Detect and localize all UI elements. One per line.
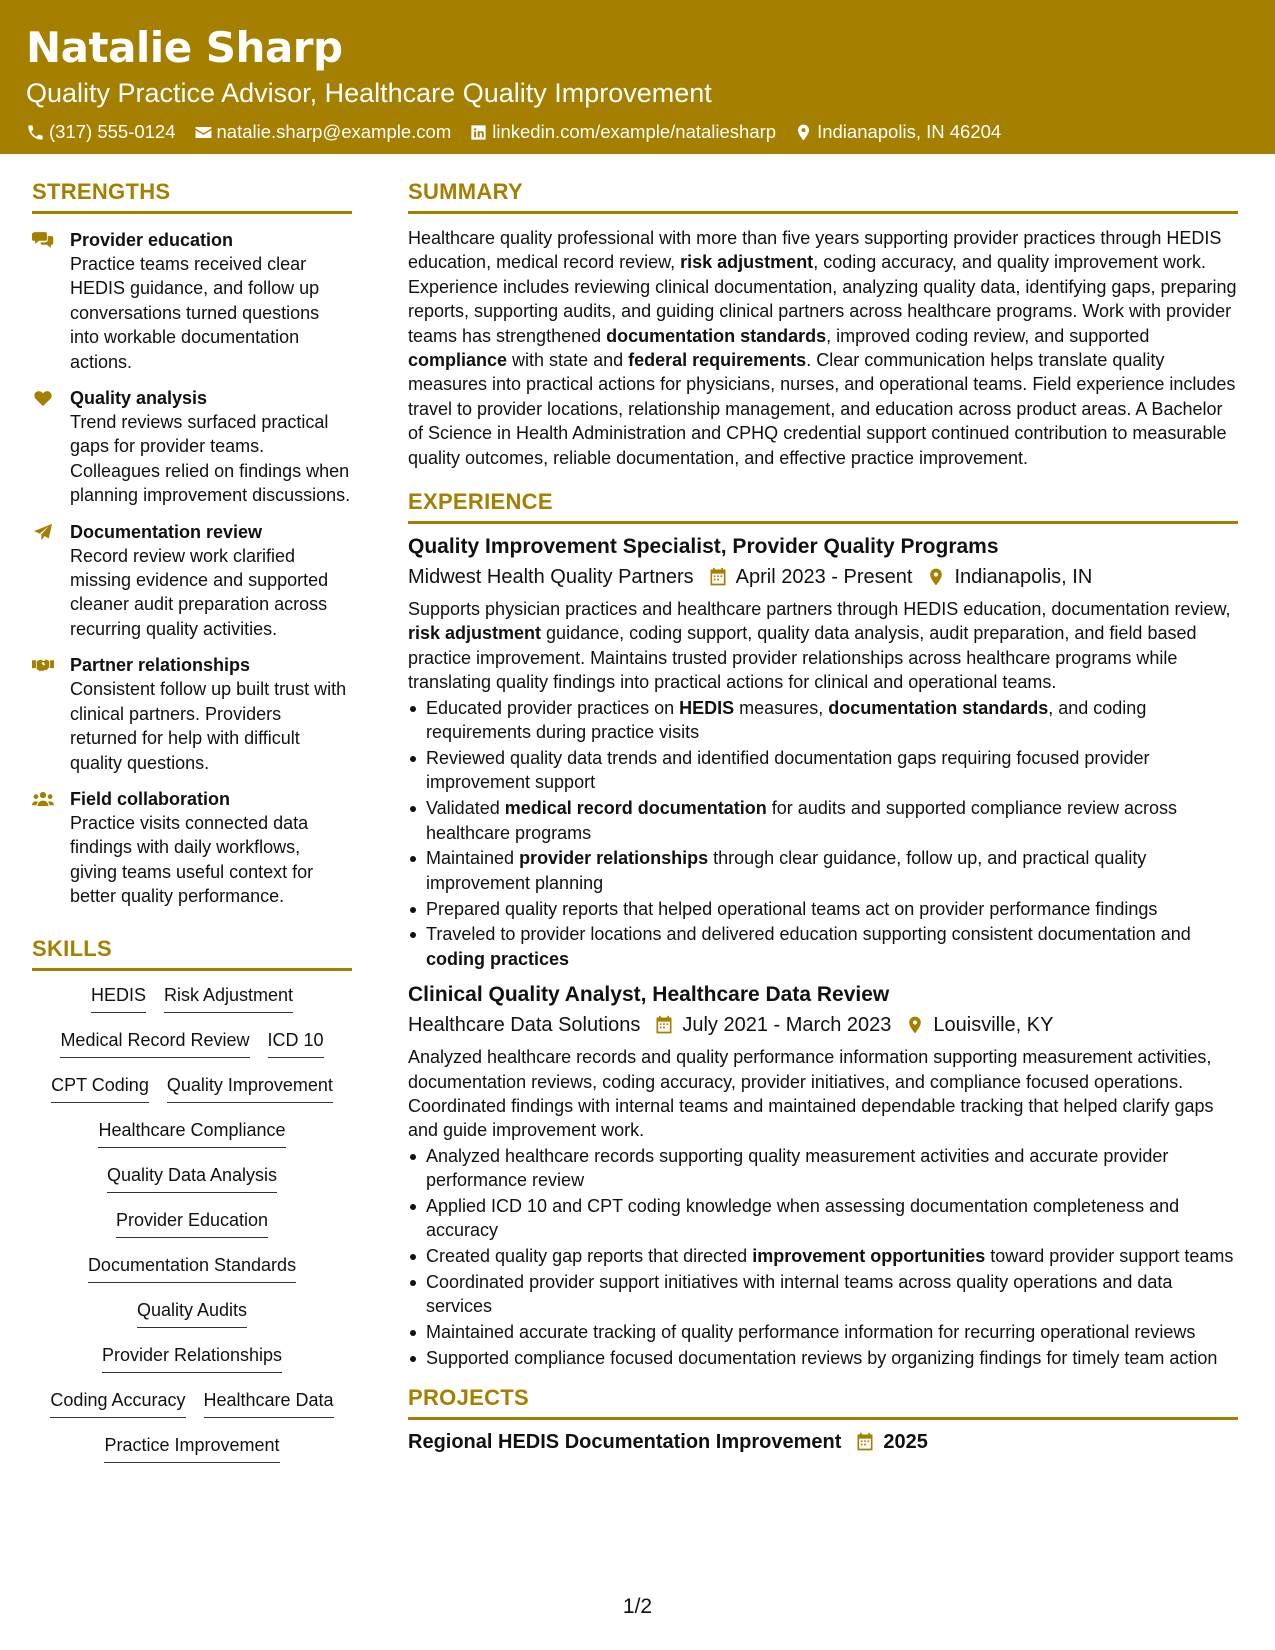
candidate-name: Natalie Sharp: [26, 23, 343, 72]
job-entry: [408, 533, 1238, 971]
handshake-icon: [32, 656, 54, 674]
bullet-item: [408, 922, 1238, 971]
strength-title: Provider education: [70, 230, 234, 250]
bold-keyword: documentation standards: [606, 325, 827, 346]
text-run: Created quality gap reports that directed: [426, 1246, 753, 1267]
skill-tag: Provider Education: [116, 1208, 268, 1238]
skill-tag: HEDIS: [91, 983, 146, 1013]
bullet-item: [408, 1194, 1238, 1243]
contact-linkedin[interactable]: [469, 120, 776, 144]
skill-row: [93, 1343, 291, 1388]
skill-row: [79, 1253, 305, 1298]
bold-keyword: documentation standards: [828, 697, 1049, 718]
project-entry: [408, 1428, 1238, 1456]
skills-heading: SKILLS: [32, 935, 352, 971]
strength-desc: Practice visits connected data findings with daily workflows, giving teams useful context for better quality performance.: [70, 812, 314, 907]
skill-tag: Quality Improvement: [167, 1073, 333, 1103]
job-title: Clinical Quality Analyst, Healthcare Data Review: [408, 983, 890, 1007]
project-title: Regional HEDIS Documentation Improvement: [408, 1431, 842, 1454]
bullet-item: [408, 1346, 1238, 1370]
text-run: . Clear communication helps translate quality measures into practical actions for physicians, nurses, and operational teams. Field experience includes travel to provider locations, relationship management, and education across product areas. A Bachelor of Science in Health Administration and CPHQ credential support continued contribution to measurable quality outcomes, reliable documentation, and effective practice improvement.: [408, 350, 1236, 468]
skill-row: [82, 983, 302, 1028]
text-run: Reviewed quality data trends and identified documentation gaps requiring focused provider improvement support: [426, 747, 1150, 793]
bullet-item: [408, 1144, 1238, 1193]
skill-tag: Documentation Standards: [88, 1253, 296, 1283]
job-dates: April 2023 - Present: [735, 566, 913, 589]
bullet-item: [408, 897, 1238, 921]
bullet-item: [408, 846, 1238, 895]
job-title: Quality Improvement Specialist, Provider Quality Programs: [408, 535, 999, 559]
skill-tag: Quality Data Analysis: [107, 1163, 277, 1193]
resume-header: [0, 0, 1275, 154]
calendar-icon: [708, 567, 728, 587]
strengths-list: [32, 228, 352, 909]
bold-keyword: improvement opportunities: [752, 1246, 986, 1267]
bold-keyword: compliance: [408, 350, 508, 371]
strength-desc: Trend reviews surfaced practical gaps for provider teams. Colleagues relied on findings when planning improvement discussions.: [70, 412, 351, 506]
main-column: [408, 178, 1238, 1456]
calendar-icon: [855, 1432, 875, 1452]
bold-keyword: coding practices: [426, 948, 570, 969]
bullet-item: [408, 746, 1238, 795]
calendar-icon: [654, 1015, 674, 1035]
project-year: 2025: [883, 1431, 928, 1454]
map-pin-icon: [905, 1015, 925, 1035]
heart-icon: [32, 389, 54, 407]
job-bullets: [408, 696, 1238, 971]
job-location: Indianapolis, IN: [954, 566, 1093, 589]
text-run: Healthcare quality professional with more than five years supporting provider practices through HEDIS education, medical record review,: [408, 228, 1222, 273]
strength-title: Documentation review: [70, 521, 263, 542]
contact-email[interactable]: [194, 120, 452, 144]
phone-text: (317) 555-0124: [49, 121, 176, 142]
strength-item: [32, 653, 352, 775]
text-run: toward provider support teams: [985, 1246, 1234, 1267]
skill-row: [51, 1028, 332, 1073]
bullet-item: [408, 1320, 1238, 1344]
text-run: Analyzed healthcare records supporting quality measurement activities and accurate provider performance review: [426, 1145, 1169, 1191]
skill-tag: Healthcare Compliance: [98, 1118, 285, 1148]
skill-tag: Coding Accuracy: [50, 1388, 185, 1418]
skills-list: [32, 983, 352, 1478]
job-entry: [408, 981, 1238, 1370]
bold-keyword: HEDIS: [679, 697, 735, 718]
job-meta: [408, 563, 1238, 591]
skill-tag: Quality Audits: [137, 1298, 247, 1328]
strength-item: [32, 228, 352, 374]
bullet-item: [408, 1270, 1238, 1319]
text-run: through clear guidance, follow up, and practical quality improvement planning: [426, 848, 1147, 893]
strength-desc: Record review work clarified missing evidence and supported cleaner audit preparation across recurring quality activities.: [70, 545, 329, 639]
skill-tag: Provider Relationships: [102, 1343, 282, 1373]
strength-item: [32, 386, 352, 508]
strength-title: Partner relationships: [70, 655, 251, 676]
page-number: 1/2: [622, 1595, 653, 1618]
bullet-item: [408, 1244, 1238, 1268]
skill-tag: Practice Improvement: [104, 1433, 279, 1463]
text-run: Analyzed healthcare records and quality performance information supporting measurement activities, documentation reviews, coding accuracy, provider initiatives, and compliance focused operations. Coordinated findings with internal teams and maintained dependable tracking that helped clarify gaps and guide improvement work.: [408, 1047, 1214, 1141]
summary-heading: SUMMARY: [408, 178, 1238, 214]
bullet-item: [408, 796, 1238, 845]
experience-heading: EXPERIENCE: [408, 488, 1238, 524]
job-bullets: [408, 1144, 1238, 1371]
linkedin-text: linkedin.com/example/nataliesharp: [492, 121, 777, 142]
skill-row: [89, 1118, 294, 1163]
summary-text: [408, 226, 1238, 470]
strength-desc: Practice teams received clear HEDIS guidance, and follow up conversations turned questions into workable documentation actions.: [70, 254, 320, 372]
strength-desc: Consistent follow up built trust with clinical partners. Providers returned for help with difficult quality questions.: [70, 679, 347, 773]
bullet-item: [408, 696, 1238, 745]
strength-title: Quality analysis: [70, 388, 208, 409]
skill-row: [107, 1208, 277, 1253]
contact-bar: [26, 120, 1275, 144]
bold-keyword: risk adjustment: [408, 623, 542, 644]
skill-row: [41, 1388, 342, 1433]
strength-title: Field collaboration: [70, 788, 231, 809]
map-pin-icon: [794, 123, 813, 142]
envelope-icon: [194, 123, 213, 142]
text-run: for audits and supported compliance review across healthcare programs: [426, 798, 1178, 843]
text-run: Applied ICD 10 and CPT coding knowledge when assessing documentation completeness and accuracy: [426, 1195, 1180, 1241]
skill-tag: Healthcare Data: [204, 1388, 334, 1418]
sidebar: [32, 178, 352, 1478]
text-run: Supported compliance focused documentation reviews by organizing findings for timely team action: [426, 1347, 1218, 1368]
contact-phone[interactable]: [26, 120, 176, 144]
users-icon: [32, 790, 54, 808]
map-pin-icon: [926, 567, 946, 587]
job-company: Midwest Health Quality Partners: [408, 566, 694, 589]
job-description: [408, 1045, 1238, 1143]
text-run: measures,: [734, 697, 829, 718]
job-description: [408, 597, 1238, 695]
contact-location: [794, 120, 1001, 144]
paper-plane-icon: [32, 523, 54, 541]
job-dates: July 2021 - March 2023: [682, 1014, 892, 1037]
linkedin-icon: [469, 123, 488, 142]
text-run: Coordinated provider support initiatives with internal teams across quality operations and data services: [426, 1271, 1173, 1317]
email-text: natalie.sharp@example.com: [216, 121, 452, 142]
job-meta: [408, 1011, 1238, 1039]
bold-keyword: risk adjustment: [680, 252, 814, 273]
strengths-heading: STRENGTHS: [32, 178, 352, 214]
projects-heading: PROJECTS: [408, 1384, 1238, 1420]
chat-bubbles-icon: [32, 231, 54, 249]
skill-tag: Risk Adjustment: [164, 983, 293, 1013]
text-run: Educated provider practices on: [426, 697, 680, 718]
text-run: with state and: [507, 350, 629, 371]
text-run: guidance, coding support, quality data analysis, audit preparation, and field based practice improvement. Maintains trusted provider relationships across healthcare programs while translating quality findings into practical actions for clinical and operational teams.: [408, 623, 1197, 693]
phone-icon: [26, 123, 45, 142]
text-run: Validated: [426, 798, 505, 819]
skill-tag: CPT Coding: [51, 1073, 149, 1103]
text-run: Maintained: [426, 848, 520, 869]
text-run: , and coding requirements during practice visits: [426, 697, 1147, 743]
bold-keyword: provider relationships: [519, 848, 709, 869]
text-run: , improved coding review, and supported: [826, 325, 1150, 346]
location-text: Indianapolis, IN 46204: [817, 121, 1002, 142]
job-location: Louisville, KY: [933, 1014, 1054, 1037]
candidate-role: Quality Practice Advisor, Healthcare Quality Improvement: [26, 78, 712, 108]
skill-tag: Medical Record Review: [60, 1028, 249, 1058]
text-run: Supports physician practices and healthcare partners through HEDIS education, documentation review,: [408, 599, 1231, 620]
job-company: Healthcare Data Solutions: [408, 1014, 641, 1037]
skill-row: [98, 1163, 286, 1208]
strength-item: [32, 787, 352, 909]
text-run: Maintained accurate tracking of quality performance information for recurring operational reviews: [426, 1322, 1196, 1343]
skill-row: [42, 1073, 342, 1118]
strength-item: [32, 520, 352, 642]
skill-row: [95, 1433, 288, 1478]
bold-keyword: federal requirements: [628, 350, 807, 371]
skill-tag: ICD 10: [268, 1028, 324, 1058]
text-run: Prepared quality reports that helped operational teams act on provider performance findings: [426, 898, 1158, 919]
bold-keyword: medical record documentation: [504, 798, 767, 819]
text-run: , coding accuracy, and quality improvement work. Experience includes reviewing clinical documentation, analyzing quality data, identifying gaps, preparing reports, supporting audits, and guiding clinical partners across healthcare programs. Work with provider teams has strengthened: [408, 252, 1237, 346]
skill-row: [128, 1298, 256, 1343]
text-run: Traveled to provider locations and delivered education supporting consistent documentation and: [426, 924, 1191, 945]
